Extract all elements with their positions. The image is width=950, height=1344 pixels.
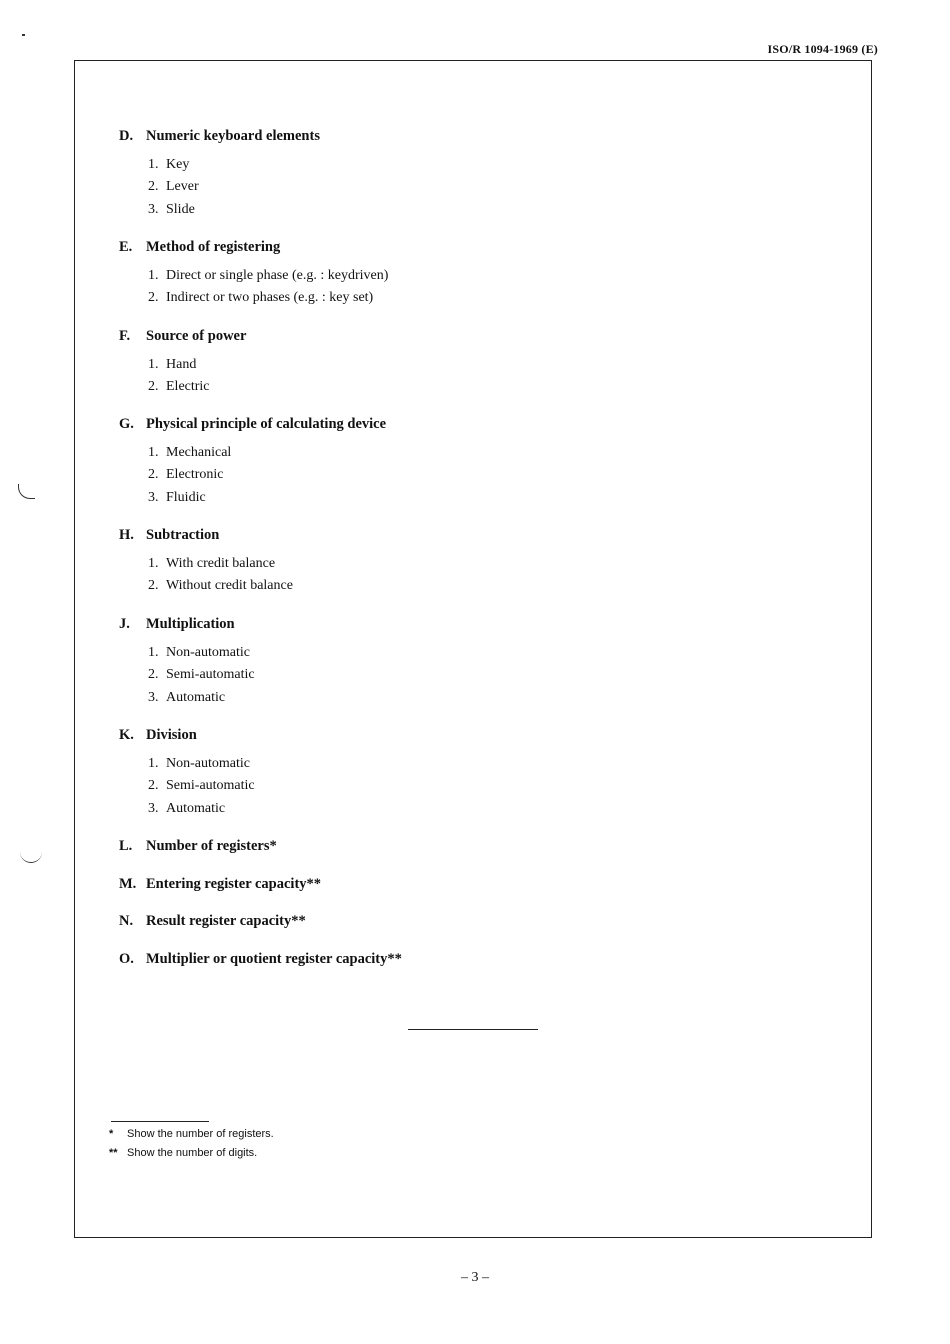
item-number: 2. (148, 778, 159, 794)
page-frame (74, 60, 872, 1238)
document-reference: ISO/R 1094-1969 (E) (767, 42, 878, 56)
section-letter: K. (119, 727, 134, 743)
item-number: 2. (148, 379, 159, 395)
item-number: 2. (148, 179, 159, 195)
list-item (148, 487, 386, 509)
section-title: Result register capacity** (146, 913, 306, 929)
item-text: Key (166, 157, 190, 172)
option-list (148, 442, 386, 509)
footnote (109, 1125, 274, 1144)
list-item (148, 775, 255, 797)
option-list (148, 642, 255, 709)
section-heading (119, 616, 255, 633)
item-text: Electronic (166, 467, 224, 483)
section-letter: L. (119, 838, 133, 854)
section-m (119, 876, 321, 893)
item-text: Non-automatic (166, 645, 250, 660)
list-item (148, 464, 386, 486)
section-heading (119, 128, 320, 145)
item-text: Non-automatic (166, 756, 250, 771)
list-item (148, 376, 246, 398)
section-heading (119, 951, 402, 968)
item-number: 3. (148, 800, 159, 816)
section-heading (119, 328, 246, 345)
item-number: 1. (148, 357, 159, 372)
scan-artifact (22, 34, 25, 36)
footnote-text: Show the number of registers. (127, 1128, 274, 1140)
item-text: Electric (166, 379, 210, 395)
list-item (148, 687, 255, 709)
footnotes (109, 1125, 274, 1163)
footnote-mark: ** (109, 1147, 118, 1159)
list-item (148, 798, 255, 820)
item-number: 3. (148, 689, 159, 705)
section-j (119, 616, 255, 709)
scan-artifact (20, 852, 42, 863)
list-item (148, 265, 388, 287)
item-number: 3. (148, 201, 159, 217)
section-e (119, 239, 388, 310)
section-title: Entering register capacity** (146, 876, 322, 892)
list-item (148, 642, 255, 664)
section-heading (119, 913, 306, 930)
item-number: 1. (148, 268, 159, 283)
item-text: Without credit balance (166, 578, 293, 594)
section-title: Division (146, 727, 197, 743)
section-title: Numeric keyboard elements (146, 128, 320, 144)
list-item (148, 442, 386, 464)
item-text: Direct or single phase (e.g. : keydriven) (166, 268, 389, 283)
section-d (119, 128, 320, 221)
section-letter: N. (119, 913, 134, 929)
item-number: 2. (148, 667, 159, 683)
section-heading (119, 727, 255, 744)
section-heading (119, 527, 293, 544)
footnote (109, 1144, 274, 1163)
item-number: 1. (148, 157, 159, 172)
list-item (148, 199, 320, 221)
item-text: Lever (166, 179, 199, 195)
section-title: Method of registering (146, 239, 281, 255)
item-text: Indirect or two phases (e.g. : key set) (166, 290, 374, 306)
section-heading (119, 416, 386, 433)
section-letter: J. (119, 616, 130, 632)
list-item (148, 575, 293, 597)
section-heading (119, 838, 277, 855)
list-item (148, 664, 255, 686)
section-letter: D. (119, 128, 134, 144)
section-l (119, 838, 277, 855)
section-title: Number of registers* (146, 838, 277, 854)
section-n (119, 913, 306, 930)
section-letter: E. (119, 239, 133, 255)
option-list (148, 154, 320, 221)
list-item (148, 287, 388, 309)
item-number: 1. (148, 756, 159, 771)
footnote-mark: * (109, 1128, 114, 1140)
section-letter: H. (119, 527, 134, 543)
section-letter: G. (119, 416, 134, 432)
section-k (119, 727, 255, 820)
section-heading (119, 239, 388, 256)
item-text: Mechanical (166, 445, 232, 460)
list-item (148, 176, 320, 198)
item-number: 1. (148, 556, 159, 571)
item-number: 1. (148, 445, 159, 460)
section-title: Multiplier or quotient register capacity** (146, 951, 402, 967)
list-item (148, 753, 255, 775)
option-list (148, 553, 293, 598)
item-text: Automatic (166, 689, 226, 705)
item-number: 2. (148, 290, 159, 306)
section-letter: O. (119, 951, 134, 967)
section-g (119, 416, 386, 509)
item-text: Semi-automatic (166, 667, 255, 683)
end-of-list-rule (408, 1029, 538, 1030)
option-list (148, 354, 246, 399)
section-title: Source of power (146, 328, 247, 344)
footnote-text: Show the number of digits. (127, 1147, 258, 1159)
section-f (119, 328, 246, 399)
item-text: Semi-automatic (166, 778, 255, 794)
item-number: 3. (148, 489, 159, 505)
list-item (148, 553, 293, 575)
footnote-rule (111, 1121, 209, 1122)
scan-artifact (18, 484, 35, 499)
section-title: Physical principle of calculating device (146, 416, 387, 432)
section-letter: M. (119, 876, 137, 892)
item-text: With credit balance (166, 556, 276, 571)
item-number: 1. (148, 645, 159, 660)
item-number: 2. (148, 467, 159, 483)
item-text: Hand (166, 357, 197, 372)
section-h (119, 527, 293, 598)
section-o (119, 951, 402, 968)
item-text: Fluidic (166, 489, 206, 505)
list-item (148, 154, 320, 176)
list-item (148, 354, 246, 376)
option-list (148, 265, 388, 310)
section-title: Multiplication (146, 616, 235, 632)
section-title: Subtraction (146, 527, 220, 543)
item-text: Slide (166, 201, 195, 217)
item-text: Automatic (166, 800, 226, 816)
item-number: 2. (148, 578, 159, 594)
page-number: – 3 – (461, 1270, 489, 1285)
section-letter: F. (119, 328, 131, 344)
option-list (148, 753, 255, 820)
section-heading (119, 876, 321, 893)
